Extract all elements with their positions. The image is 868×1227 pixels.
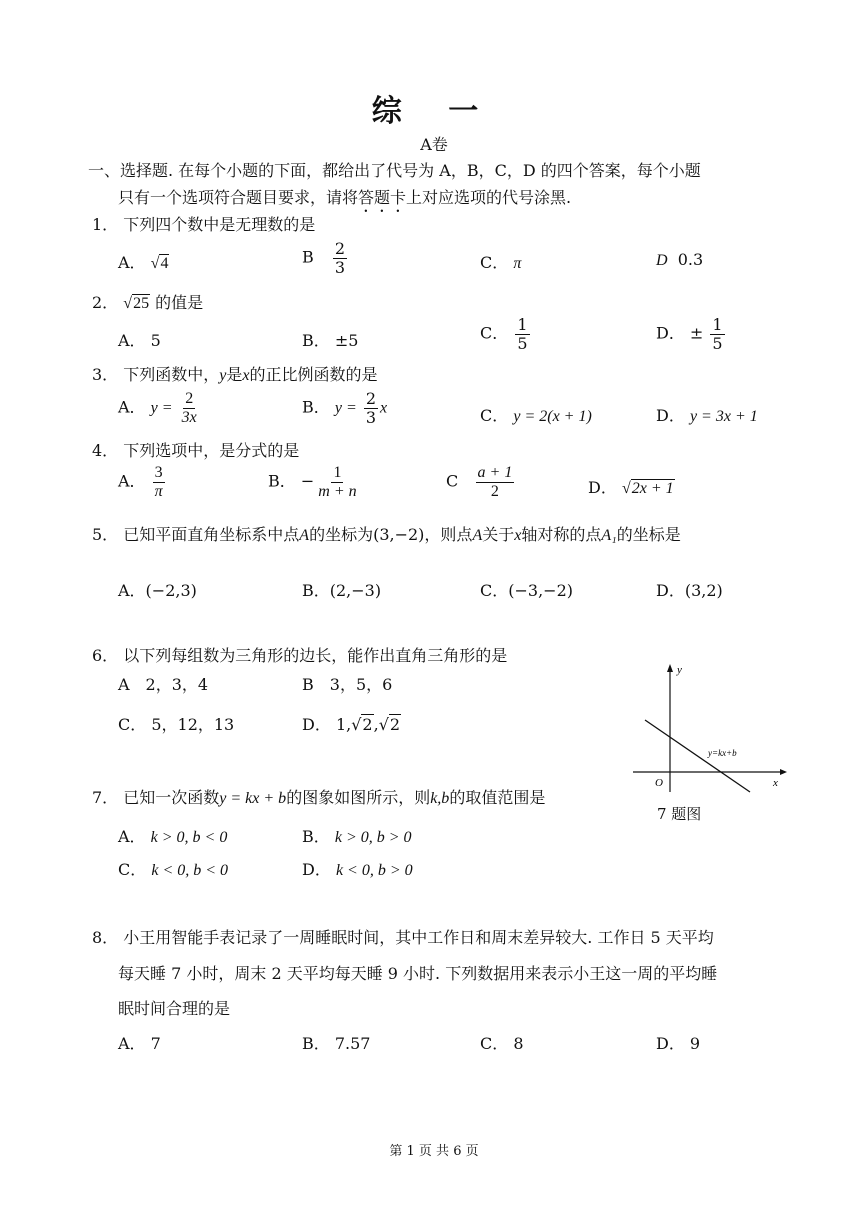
question-8-stem-line1: 8． 小王用智能手表记录了一周睡眠时间，其中工作日和周末差异较大. 工作日 5 天平均 (92, 928, 714, 947)
fraction: $\frac{1}{m + n}$ (318, 464, 357, 500)
line-label: y=kx+b (708, 748, 737, 758)
q7-option-c: C． k < 0, b < 0 (118, 860, 229, 879)
q6-option-b: B 3，5，6 (302, 675, 393, 694)
q5-option-c: C．(−3,−2) (480, 581, 573, 600)
linear-function-graph (625, 660, 790, 800)
q1-option-b: B $\frac{2}{3}$ (302, 239, 346, 277)
y-axis-arrow (667, 664, 673, 672)
page-title: 综 一 (371, 94, 497, 129)
question-5-stem: 5． 已知平面直角坐标系中点A的坐标为(3,−2)，则点A关于x轴对称的点A₁的坐标是 (92, 525, 681, 544)
q4-option-a: A． $\frac{3}{\pi}$ (118, 464, 163, 500)
q8-option-c: C． 8 (480, 1034, 524, 1053)
q3-option-d: D． y = 3x + 1 (656, 406, 758, 425)
q8-option-a: A． 7 (118, 1034, 161, 1053)
instruction-text: 只有一个选项符合题目要求，请将 (118, 188, 359, 207)
fraction: $\frac{2}{3x}$ (181, 390, 197, 426)
fraction: $\frac{3}{\pi}$ (154, 464, 163, 500)
q4-option-b: B． − $\frac{1}{m + n}$ (268, 464, 357, 500)
instruction-emphasis: 答题卡 (358, 188, 407, 207)
question-3-stem: 3． 下列函数中，y是x的正比例函数的是 (92, 365, 378, 384)
sqrt-sign: √2 (378, 715, 401, 734)
question-6-stem: 6． 以下列每组数为三角形的边长，能作出直角三角形的是 (92, 646, 508, 665)
fraction: $\frac{2}{3}$ (334, 239, 346, 277)
q1-option-c: C． π (480, 253, 522, 272)
q3-option-c: C． y = 2(x + 1) (480, 406, 592, 425)
q4-option-d: D． √2x + 1 (588, 478, 674, 497)
q5-option-a: A．(−2,3) (118, 581, 197, 600)
fraction: $\frac{1}{5}$ (712, 315, 723, 353)
q4-option-c: C $\frac{a + 1}{2}$ (446, 464, 513, 500)
q1-option-d: D 0.3 (656, 250, 704, 269)
question-7-stem: 7． 已知一次函数y = kx + b的图象如图所示，则k,b的取值范围是 (92, 788, 546, 807)
q6-option-d: D． 1,√2,√2 (302, 715, 401, 734)
q2-option-a: A． 5 (118, 331, 161, 350)
figure-caption: 7 题图 (657, 805, 702, 823)
q3-option-a: A． y = $\frac{2}{3x}$ (118, 390, 197, 426)
fraction: $\frac{1}{5}$ (517, 315, 528, 353)
section-instruction-line1: 一、选择题. 在每个小题的下面，都给出了代号为 A，B，C，D 的四个答案，每个小题 (88, 161, 701, 180)
x-axis-label: x (773, 777, 778, 789)
question-4-stem: 4． 下列选项中，是分式的是 (92, 441, 300, 460)
fraction: $\frac{2}{3}$ (365, 389, 377, 427)
sqrt-sign: √2 (351, 715, 373, 734)
sqrt-sign: √4 (150, 255, 169, 272)
question-2-stem: 2． √25 的值是 (92, 292, 203, 315)
q7-option-a: A． k > 0, b < 0 (118, 827, 228, 846)
fraction: $\frac{a + 1}{2}$ (477, 464, 513, 500)
sqrt-sign: √2x + 1 (621, 480, 674, 497)
q3-option-b: B． y = $\frac{2}{3}$ x (302, 389, 388, 427)
q6-option-c: C． 5，12，13 (118, 715, 235, 734)
q2-option-d: D． ± $\frac{1}{5}$ (656, 315, 723, 353)
section-instruction-line2 (118, 187, 571, 216)
q5-option-d: D．(3,2) (656, 581, 723, 600)
q2-option-b: B． ±5 (302, 331, 359, 350)
q6-option-a: A 2，3，4 (118, 675, 209, 694)
q8-option-b: B． 7.57 (302, 1034, 371, 1053)
page-subtitle: A卷 (420, 135, 448, 154)
question-8-stem-line2: 每天睡 7 小时，周末 2 天平均每天睡 9 小时. 下列数据用来表示小王这一周的平均睡 (118, 964, 718, 983)
page-footer: 第 1 页 共 6 页 (389, 1144, 479, 1159)
sqrt-sign: √25 (123, 295, 150, 312)
origin-label: O (655, 777, 663, 789)
question-1-stem: 1． 下列四个数中是无理数的是 (92, 215, 316, 234)
q2-option-c: C． $\frac{1}{5}$ (480, 315, 528, 353)
q7-option-b: B． k > 0, b > 0 (302, 827, 412, 846)
q1-option-a: A． √4 (118, 253, 169, 272)
y-axis-label: y (677, 664, 682, 676)
q8-option-d: D． 9 (656, 1034, 701, 1053)
q5-option-b: B．(2,−3) (302, 581, 382, 600)
x-axis-arrow (780, 769, 787, 775)
q7-option-d: D． k < 0, b > 0 (302, 860, 413, 879)
question-8-stem-line3: 眠时间合理的是 (118, 999, 231, 1018)
instruction-text-end: 上对应选项的代号涂黑. (406, 188, 572, 207)
